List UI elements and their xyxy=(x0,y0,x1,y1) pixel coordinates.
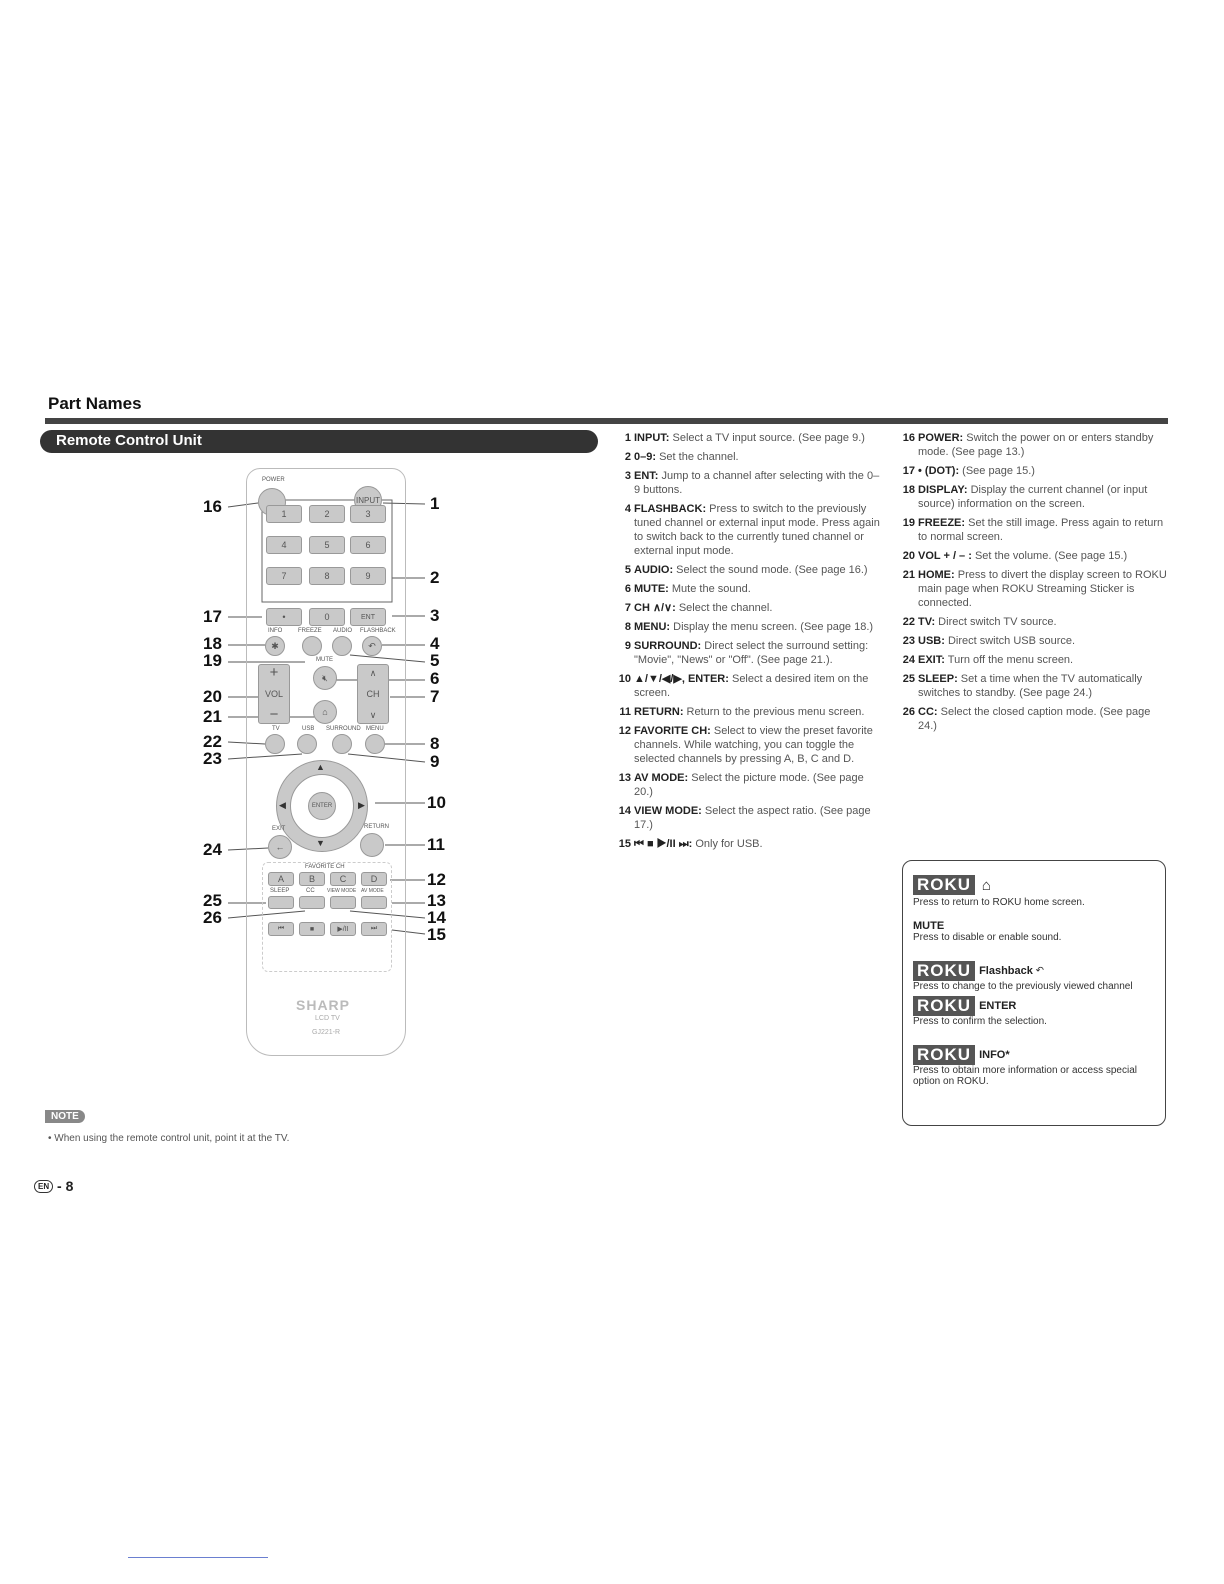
item-key: ENT: xyxy=(634,470,659,482)
plus-icon: + xyxy=(269,664,279,681)
roku-logo: ROKU xyxy=(913,996,975,1016)
callout-23: 23 xyxy=(203,749,222,768)
item-text xyxy=(634,804,880,832)
description-item xyxy=(897,483,1172,511)
item-desc: Set the still image. Press again to return to normal screen. xyxy=(918,517,1164,543)
item-key: CH ∧/∨: xyxy=(634,602,676,614)
description-item xyxy=(615,705,880,719)
item-key: MENU: xyxy=(634,621,671,633)
description-item xyxy=(615,639,880,667)
model-label: GJ221-R xyxy=(312,1029,341,1036)
roku-logo: ROKU xyxy=(913,1045,975,1065)
mute-label: MUTE xyxy=(316,657,333,663)
key-dot[interactable]: • xyxy=(266,608,302,626)
item-number: 6 xyxy=(624,583,631,595)
usb-label: USB xyxy=(302,726,315,732)
tv-button[interactable] xyxy=(265,734,285,754)
info-desc: Press to obtain more information or access special option on ROKU. xyxy=(913,1065,1137,1087)
description-item xyxy=(897,431,1172,459)
view-mode-button[interactable] xyxy=(330,896,356,909)
favorite-a-button[interactable]: A xyxy=(268,872,294,886)
item-desc: Press to switch to the previously tuned channel or external input mode. Press again to switch back to the currently tuned channel or external input mode. xyxy=(634,503,880,557)
flashback-button[interactable] xyxy=(362,636,382,656)
page-number xyxy=(34,1178,73,1194)
item-number: 1 xyxy=(624,432,631,444)
callout-21: 21 xyxy=(203,707,222,726)
volume-rocker[interactable] xyxy=(258,664,290,724)
callout-17: 17 xyxy=(203,607,222,626)
flashback-title: Flashback xyxy=(979,965,1033,977)
item-number: 20 xyxy=(902,550,915,562)
page-title: Part Names xyxy=(48,394,142,413)
tv-label: TV xyxy=(272,726,280,732)
callout-19: 19 xyxy=(203,651,222,670)
description-item xyxy=(615,620,880,634)
favorite-b-button[interactable]: B xyxy=(299,872,325,886)
description-item xyxy=(897,516,1172,544)
surround-button[interactable] xyxy=(332,734,352,754)
item-text xyxy=(918,634,1075,648)
item-key: VOL + / – : xyxy=(918,550,972,562)
arrow-up-icon[interactable]: ▲ xyxy=(316,762,325,772)
description-item xyxy=(897,615,1172,629)
cc-label: CC xyxy=(306,888,315,894)
item-number: 18 xyxy=(902,484,915,496)
item-key: USB: xyxy=(918,635,945,647)
item-key: ▲/▼/◀/▶, ENTER: xyxy=(634,673,729,685)
next-button[interactable]: ⏭ xyxy=(361,922,387,936)
item-text xyxy=(634,705,864,719)
item-key: EXIT: xyxy=(918,654,945,666)
item-text xyxy=(634,450,739,464)
note-text: • When using the remote control unit, point it at the TV. xyxy=(48,1133,290,1144)
enter-desc: Press to confirm the selection. xyxy=(913,1016,1047,1027)
description-item xyxy=(615,672,880,700)
bottom-link-line xyxy=(128,1557,268,1558)
item-desc: Direct switch USB source. xyxy=(944,635,1076,647)
roku-logo: ROKU xyxy=(913,961,975,981)
flashback-desc: Press to change to the previously viewed channel xyxy=(913,981,1133,992)
mute-button[interactable] xyxy=(313,666,337,690)
key-ent[interactable]: ENT xyxy=(350,608,386,626)
item-text xyxy=(918,672,1172,700)
description-item xyxy=(897,672,1172,700)
description-item xyxy=(615,804,880,832)
ch-label: CH xyxy=(366,689,380,699)
item-key: FREEZE: xyxy=(918,517,966,529)
sleep-button[interactable] xyxy=(268,896,294,909)
description-item xyxy=(897,549,1172,563)
exit-label: EXIT xyxy=(272,826,286,832)
info-button[interactable]: ✱ xyxy=(265,636,285,656)
previous-button[interactable]: ⏮ xyxy=(268,922,294,936)
chevron-down-icon: ∨ xyxy=(369,710,377,720)
item-number: 25 xyxy=(902,673,915,685)
item-number: 23 xyxy=(902,635,915,647)
description-item xyxy=(615,837,880,851)
callout-24: 24 xyxy=(203,840,222,859)
item-text xyxy=(634,502,880,558)
callout-6: 6 xyxy=(430,669,440,688)
sleep-label: SLEEP xyxy=(270,888,290,894)
item-desc: Select the sound mode. (See page 16.) xyxy=(673,564,868,576)
item-key: INPUT: xyxy=(634,432,670,444)
favorite-ch-label: FAVORITE CH xyxy=(305,864,345,870)
item-desc: Jump to a channel after selecting with the 0–9 buttons. xyxy=(634,470,880,496)
item-number: 7 xyxy=(624,602,631,614)
descriptions-column-1 xyxy=(615,431,880,856)
item-number: 22 xyxy=(902,616,915,628)
item-text xyxy=(918,653,1073,667)
key-5[interactable]: 5 xyxy=(309,536,345,554)
callout-15: 15 xyxy=(427,925,446,944)
callout-4: 4 xyxy=(430,634,440,653)
item-number: 13 xyxy=(618,772,631,784)
item-key: SURROUND: xyxy=(634,640,702,652)
item-key: AUDIO: xyxy=(634,564,674,576)
key-0[interactable]: 0 xyxy=(309,608,345,626)
item-number: 3 xyxy=(624,470,631,482)
section-heading: Remote Control Unit xyxy=(40,430,598,453)
arrow-down-icon[interactable]: ▼ xyxy=(316,838,325,848)
callout-2: 2 xyxy=(430,568,440,587)
description-item xyxy=(615,563,880,577)
back-arrow-icon: ← xyxy=(275,842,285,852)
mute-desc: Press to disable or enable sound. xyxy=(913,932,1062,943)
freeze-button[interactable] xyxy=(302,636,322,656)
mute-icon: 🔇︎ xyxy=(322,672,328,683)
item-number: 9 xyxy=(624,640,631,652)
item-number: 16 xyxy=(902,432,915,444)
callout-10: 10 xyxy=(427,793,446,812)
description-item xyxy=(897,464,1172,478)
description-item xyxy=(615,450,880,464)
item-text xyxy=(634,582,751,596)
item-desc: Select the aspect ratio. (See page 17.) xyxy=(634,805,871,831)
description-item xyxy=(615,469,880,497)
item-number: 21 xyxy=(902,569,915,581)
item-desc: Set a time when the TV automatically switches to standby. (See page 24.) xyxy=(918,673,1143,699)
item-text xyxy=(918,615,1057,629)
usb-button[interactable] xyxy=(297,734,317,754)
arrow-left-icon[interactable]: ◀ xyxy=(279,800,286,810)
item-desc: Display the menu screen. (See page 18.) xyxy=(670,621,874,633)
key-7[interactable]: 7 xyxy=(266,567,302,585)
note-badge: NOTE xyxy=(45,1110,85,1123)
cc-button[interactable] xyxy=(299,896,325,909)
item-number: 12 xyxy=(618,725,631,737)
item-key: VIEW MODE: xyxy=(634,805,702,817)
item-text xyxy=(634,563,868,577)
freeze-label: FREEZE xyxy=(298,628,322,634)
item-number: 14 xyxy=(618,805,631,817)
item-desc: Select the closed caption mode. (See page 24.) xyxy=(918,706,1151,732)
item-number: 10 xyxy=(618,673,631,685)
item-desc: Select a desired item on the screen. xyxy=(634,673,869,699)
callout-18: 18 xyxy=(203,634,222,653)
language-badge: EN xyxy=(34,1180,53,1193)
favorite-d-button[interactable]: D xyxy=(361,872,387,886)
item-number: 26 xyxy=(902,706,915,718)
roku-logo: ROKU xyxy=(913,875,975,895)
item-text xyxy=(634,639,880,667)
flashback-icon: ↶ xyxy=(368,640,376,651)
item-desc: Select the picture mode. (See page 20.) xyxy=(634,772,864,798)
enter-title: ENTER xyxy=(979,1000,1017,1012)
item-key: SLEEP: xyxy=(918,673,958,685)
item-text xyxy=(634,771,880,799)
menu-button[interactable] xyxy=(365,734,385,754)
home-icon: ⌂ xyxy=(981,876,991,894)
item-desc: (See page 15.) xyxy=(959,465,1035,477)
item-desc: Direct switch TV source. xyxy=(935,616,1057,628)
callout-22: 22 xyxy=(203,732,222,751)
callout-3: 3 xyxy=(430,606,440,625)
item-number: 24 xyxy=(902,654,915,666)
minus-icon: − xyxy=(269,706,279,723)
item-desc: Turn off the menu screen. xyxy=(944,654,1074,666)
item-text xyxy=(918,549,1127,563)
item-number: 17 xyxy=(902,465,915,477)
favorite-c-button[interactable]: C xyxy=(330,872,356,886)
item-desc: Mute the sound. xyxy=(668,583,751,595)
description-item xyxy=(897,568,1172,610)
av-mode-button[interactable] xyxy=(361,896,387,909)
key-9[interactable]: 9 xyxy=(350,567,386,585)
item-key: • (DOT): xyxy=(918,465,960,477)
callout-8: 8 xyxy=(430,734,440,753)
callout-16: 16 xyxy=(203,497,222,516)
flashback-label: FLASHBACK xyxy=(360,628,396,634)
item-key: FLASHBACK: xyxy=(634,503,707,515)
item-number: 5 xyxy=(624,564,631,576)
callout-20: 20 xyxy=(203,687,222,706)
item-text xyxy=(634,724,880,766)
sharp-logo: SHARP xyxy=(296,997,351,1013)
input-button[interactable]: INPUT xyxy=(354,486,382,514)
item-desc: Only for USB. xyxy=(692,838,763,850)
stop-button[interactable]: ■ xyxy=(299,922,325,936)
return-label: RETURN xyxy=(364,824,389,830)
item-key: 0–9: xyxy=(634,451,657,463)
item-text xyxy=(918,483,1172,511)
item-key: FAVORITE CH: xyxy=(634,725,711,737)
audio-button[interactable] xyxy=(332,636,352,656)
power-label: POWER xyxy=(262,477,285,483)
vol-label: VOL xyxy=(264,689,283,699)
key-1[interactable]: 1 xyxy=(266,505,302,523)
callout-14: 14 xyxy=(427,908,446,927)
description-item xyxy=(615,502,880,558)
item-desc: Direct select the surround setting: "Movie", "News" or "Off". (See page 21.). xyxy=(634,640,869,666)
channel-rocker[interactable] xyxy=(357,664,389,724)
audio-label: AUDIO xyxy=(333,628,353,634)
chevron-up-icon: ∧ xyxy=(369,668,377,678)
item-desc: Return to the previous menu screen. xyxy=(683,706,865,718)
item-text xyxy=(918,705,1172,733)
callout-5: 5 xyxy=(430,651,440,670)
item-key: MUTE: xyxy=(634,583,669,595)
product-label: LCD TV xyxy=(315,1015,340,1022)
item-number: 8 xyxy=(624,621,631,633)
description-item xyxy=(615,771,880,799)
exit-button[interactable] xyxy=(268,835,292,859)
item-key: POWER: xyxy=(918,432,964,444)
item-desc: Switch the power on or enters standby mode. (See page 13.) xyxy=(918,432,1154,458)
descriptions-column-2 xyxy=(897,431,1172,738)
item-number: 4 xyxy=(624,503,631,515)
callout-25: 25 xyxy=(203,891,222,910)
arrow-right-icon[interactable]: ▶ xyxy=(358,800,365,810)
item-number: 15 xyxy=(618,838,631,850)
play-pause-button[interactable]: ▶/II xyxy=(330,922,356,936)
menu-label: MENU xyxy=(366,726,384,732)
item-desc: Press to divert the display screen to ROKU main page when ROKU Streaming Sticker is connected. xyxy=(918,569,1167,609)
item-text xyxy=(918,464,1035,478)
enter-button[interactable]: ENTER xyxy=(308,792,336,820)
item-desc: Select the channel. xyxy=(675,602,773,614)
item-text xyxy=(634,672,880,700)
info-title: INFO* xyxy=(979,1049,1010,1061)
callout-7: 7 xyxy=(430,687,440,706)
callout-1: 1 xyxy=(430,494,440,513)
roku-info-box xyxy=(902,860,1166,1126)
item-key: HOME: xyxy=(918,569,955,581)
item-key: AV MODE: xyxy=(634,772,689,784)
home-desc: Press to return to ROKU home screen. xyxy=(913,897,1085,908)
av-mode-label: AV MODE xyxy=(361,888,384,894)
item-number: 2 xyxy=(624,451,631,463)
item-key: DISPLAY: xyxy=(918,484,968,496)
description-item xyxy=(897,634,1172,648)
item-text xyxy=(634,837,763,851)
description-item xyxy=(897,653,1172,667)
page-number-text: - 8 xyxy=(57,1178,74,1194)
view-mode-label: VIEW MODE xyxy=(327,888,357,894)
info-label: INFO xyxy=(268,628,283,634)
surround-label: SURROUND xyxy=(326,726,361,732)
item-text xyxy=(634,601,772,615)
callout-9: 9 xyxy=(430,752,440,771)
item-desc: Set the volume. (See page 15.) xyxy=(971,550,1128,562)
description-item xyxy=(615,724,880,766)
key-8[interactable]: 8 xyxy=(309,567,345,585)
item-desc: Select a TV input source. (See page 9.) xyxy=(669,432,865,444)
return-button[interactable] xyxy=(360,833,384,857)
item-number: 19 xyxy=(902,517,915,529)
key-2[interactable]: 2 xyxy=(309,505,345,523)
callout-26: 26 xyxy=(203,908,222,927)
callout-13: 13 xyxy=(427,891,446,910)
callout-12: 12 xyxy=(427,870,446,889)
description-item xyxy=(615,431,880,445)
item-key: ⏮ ■ ▶/II ⏭: xyxy=(634,838,693,850)
callout-11: 11 xyxy=(427,835,445,854)
description-item xyxy=(897,705,1172,733)
item-key: RETURN: xyxy=(634,706,684,718)
mute-title: MUTE xyxy=(913,920,945,932)
description-item xyxy=(615,601,880,615)
item-number: 11 xyxy=(619,706,631,718)
item-desc: Display the current channel (or input source) information on the screen. xyxy=(918,484,1148,510)
item-desc: Set the channel. xyxy=(656,451,739,463)
item-text xyxy=(918,568,1172,610)
flashback-icon: ↶ xyxy=(1035,965,1045,977)
key-4[interactable]: 4 xyxy=(266,536,302,554)
item-text xyxy=(634,431,865,445)
item-text xyxy=(918,431,1172,459)
item-text xyxy=(634,469,880,497)
home-icon: ⌂ xyxy=(322,707,328,717)
item-desc: Select to view the preset favorite channels. While watching, you can toggle the selected channels by pressing A, B, C and D. xyxy=(634,725,873,765)
home-button[interactable] xyxy=(313,700,337,724)
key-3[interactable]: 3 xyxy=(350,505,386,523)
item-text xyxy=(634,620,873,634)
description-item xyxy=(615,582,880,596)
item-key: CC: xyxy=(918,706,938,718)
key-6[interactable]: 6 xyxy=(350,536,386,554)
item-key: TV: xyxy=(918,616,936,628)
item-text xyxy=(918,516,1172,544)
